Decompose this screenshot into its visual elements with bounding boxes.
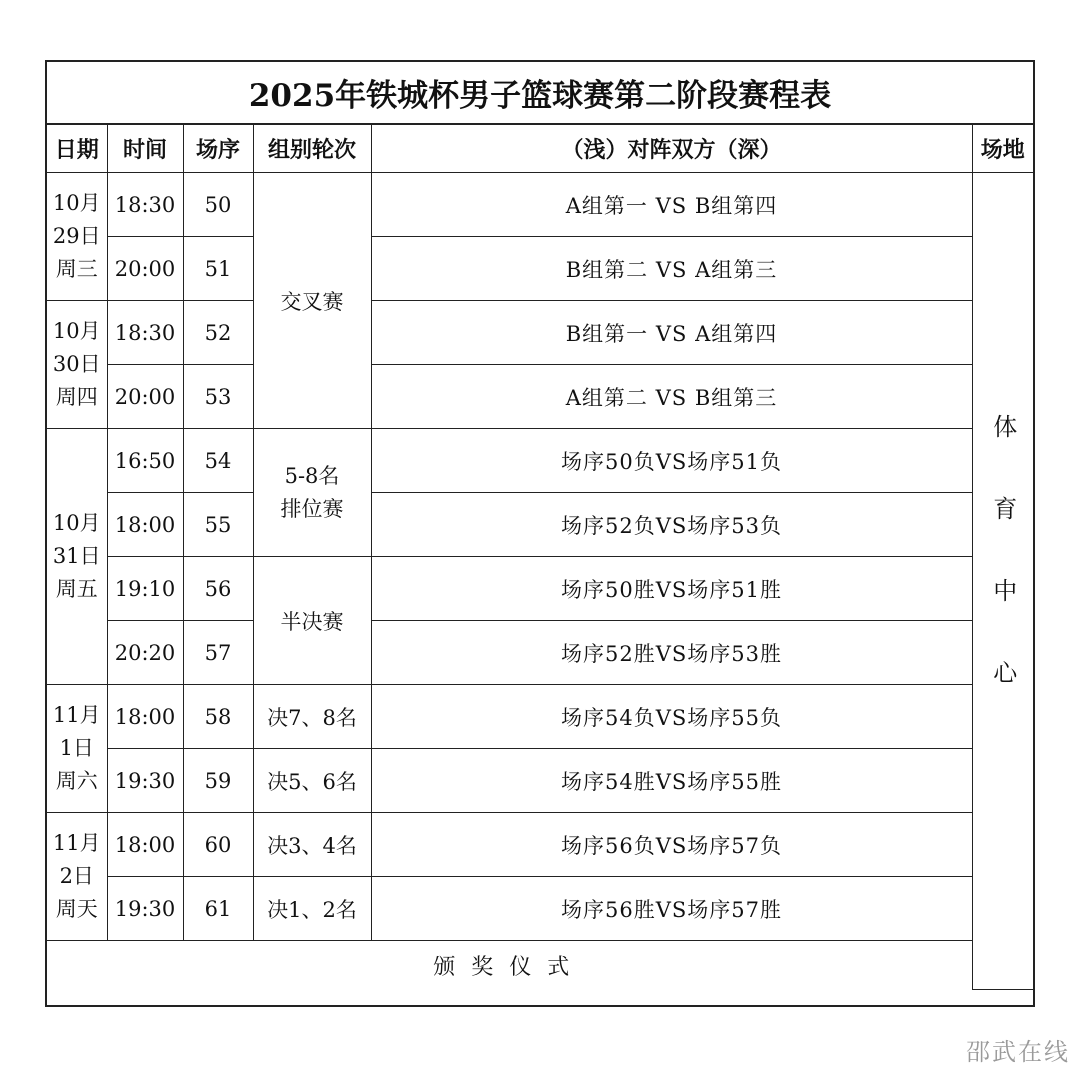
header-match-no: 场序 bbox=[183, 125, 253, 173]
time-cell: 18:30 bbox=[107, 301, 183, 365]
date-cell: 10月 29日 周三 bbox=[47, 173, 107, 301]
matchup-cell: A组第二 VS B组第三 bbox=[371, 365, 972, 429]
time-cell: 19:30 bbox=[107, 749, 183, 813]
match-no-cell: 50 bbox=[183, 173, 253, 237]
matchup-cell: 场序56胜VS场序57胜 bbox=[371, 877, 972, 941]
table-row bbox=[47, 877, 1033, 941]
round-cell: 决5、6名 bbox=[253, 749, 371, 813]
venue-cell bbox=[972, 173, 1033, 990]
match-no-cell: 54 bbox=[183, 429, 253, 493]
header-row bbox=[47, 125, 1033, 173]
header-date: 日期 bbox=[47, 125, 107, 173]
matchup-cell: 场序52负VS场序53负 bbox=[371, 493, 972, 557]
ceremony-row bbox=[47, 941, 1033, 990]
time-cell: 16:50 bbox=[107, 429, 183, 493]
match-no-cell: 56 bbox=[183, 557, 253, 621]
table-row bbox=[47, 557, 1033, 621]
matchup-cell: 场序54负VS场序55负 bbox=[371, 685, 972, 749]
time-cell: 18:00 bbox=[107, 813, 183, 877]
date-cell: 11月 1日 周六 bbox=[47, 685, 107, 813]
time-cell: 20:00 bbox=[107, 237, 183, 301]
table-row bbox=[47, 621, 1033, 685]
schedule-table bbox=[47, 124, 1033, 990]
matchup-cell: 场序50胜VS场序51胜 bbox=[371, 557, 972, 621]
schedule-sheet bbox=[45, 60, 1035, 1007]
time-cell: 18:30 bbox=[107, 173, 183, 237]
time-cell: 19:30 bbox=[107, 877, 183, 941]
matchup-cell: 场序56负VS场序57负 bbox=[371, 813, 972, 877]
date-cell: 11月 2日 周天 bbox=[47, 813, 107, 941]
matchup-cell: 场序52胜VS场序53胜 bbox=[371, 621, 972, 685]
table-row bbox=[47, 301, 1033, 365]
match-no-cell: 58 bbox=[183, 685, 253, 749]
table-row bbox=[47, 493, 1033, 557]
matchup-cell: A组第一 VS B组第四 bbox=[371, 173, 972, 237]
match-no-cell: 59 bbox=[183, 749, 253, 813]
matchup-cell: 场序54胜VS场序55胜 bbox=[371, 749, 972, 813]
time-cell: 20:20 bbox=[107, 621, 183, 685]
match-no-cell: 57 bbox=[183, 621, 253, 685]
header-matchup: （浅）对阵双方（深） bbox=[371, 125, 972, 173]
table-row bbox=[47, 237, 1033, 301]
table-row bbox=[47, 365, 1033, 429]
table-row bbox=[47, 749, 1033, 813]
round-cell: 决3、4名 bbox=[253, 813, 371, 877]
time-cell: 18:00 bbox=[107, 685, 183, 749]
matchup-cell: B组第一 VS A组第四 bbox=[371, 301, 972, 365]
matchup-cell: B组第二 VS A组第三 bbox=[371, 237, 972, 301]
time-cell: 18:00 bbox=[107, 493, 183, 557]
page-title: 2025年铁城杯男子篮球赛第二阶段赛程表 bbox=[47, 62, 1033, 124]
ceremony-cell: 颁奖仪式 bbox=[47, 941, 972, 990]
match-no-cell: 61 bbox=[183, 877, 253, 941]
table-row bbox=[47, 685, 1033, 749]
header-venue: 场地 bbox=[972, 125, 1033, 173]
round-cell: 交叉赛 bbox=[253, 173, 371, 429]
table-row bbox=[47, 173, 1033, 237]
date-cell: 10月 30日 周四 bbox=[47, 301, 107, 429]
round-cell: 半决赛 bbox=[253, 557, 371, 685]
round-cell: 决1、2名 bbox=[253, 877, 371, 941]
table-row bbox=[47, 429, 1033, 493]
match-no-cell: 52 bbox=[183, 301, 253, 365]
time-cell: 19:10 bbox=[107, 557, 183, 621]
venue-label: 体育中心 bbox=[988, 414, 1017, 743]
header-time: 时间 bbox=[107, 125, 183, 173]
date-cell: 10月 31日 周五 bbox=[47, 429, 107, 685]
header-group-round: 组别轮次 bbox=[253, 125, 371, 173]
watermark: 邵武在线 bbox=[966, 1038, 1070, 1066]
round-cell: 决7、8名 bbox=[253, 685, 371, 749]
time-cell: 20:00 bbox=[107, 365, 183, 429]
table-row bbox=[47, 813, 1033, 877]
matchup-cell: 场序50负VS场序51负 bbox=[371, 429, 972, 493]
round-cell: 5-8名 排位赛 bbox=[253, 429, 371, 557]
match-no-cell: 55 bbox=[183, 493, 253, 557]
match-no-cell: 60 bbox=[183, 813, 253, 877]
match-no-cell: 51 bbox=[183, 237, 253, 301]
match-no-cell: 53 bbox=[183, 365, 253, 429]
